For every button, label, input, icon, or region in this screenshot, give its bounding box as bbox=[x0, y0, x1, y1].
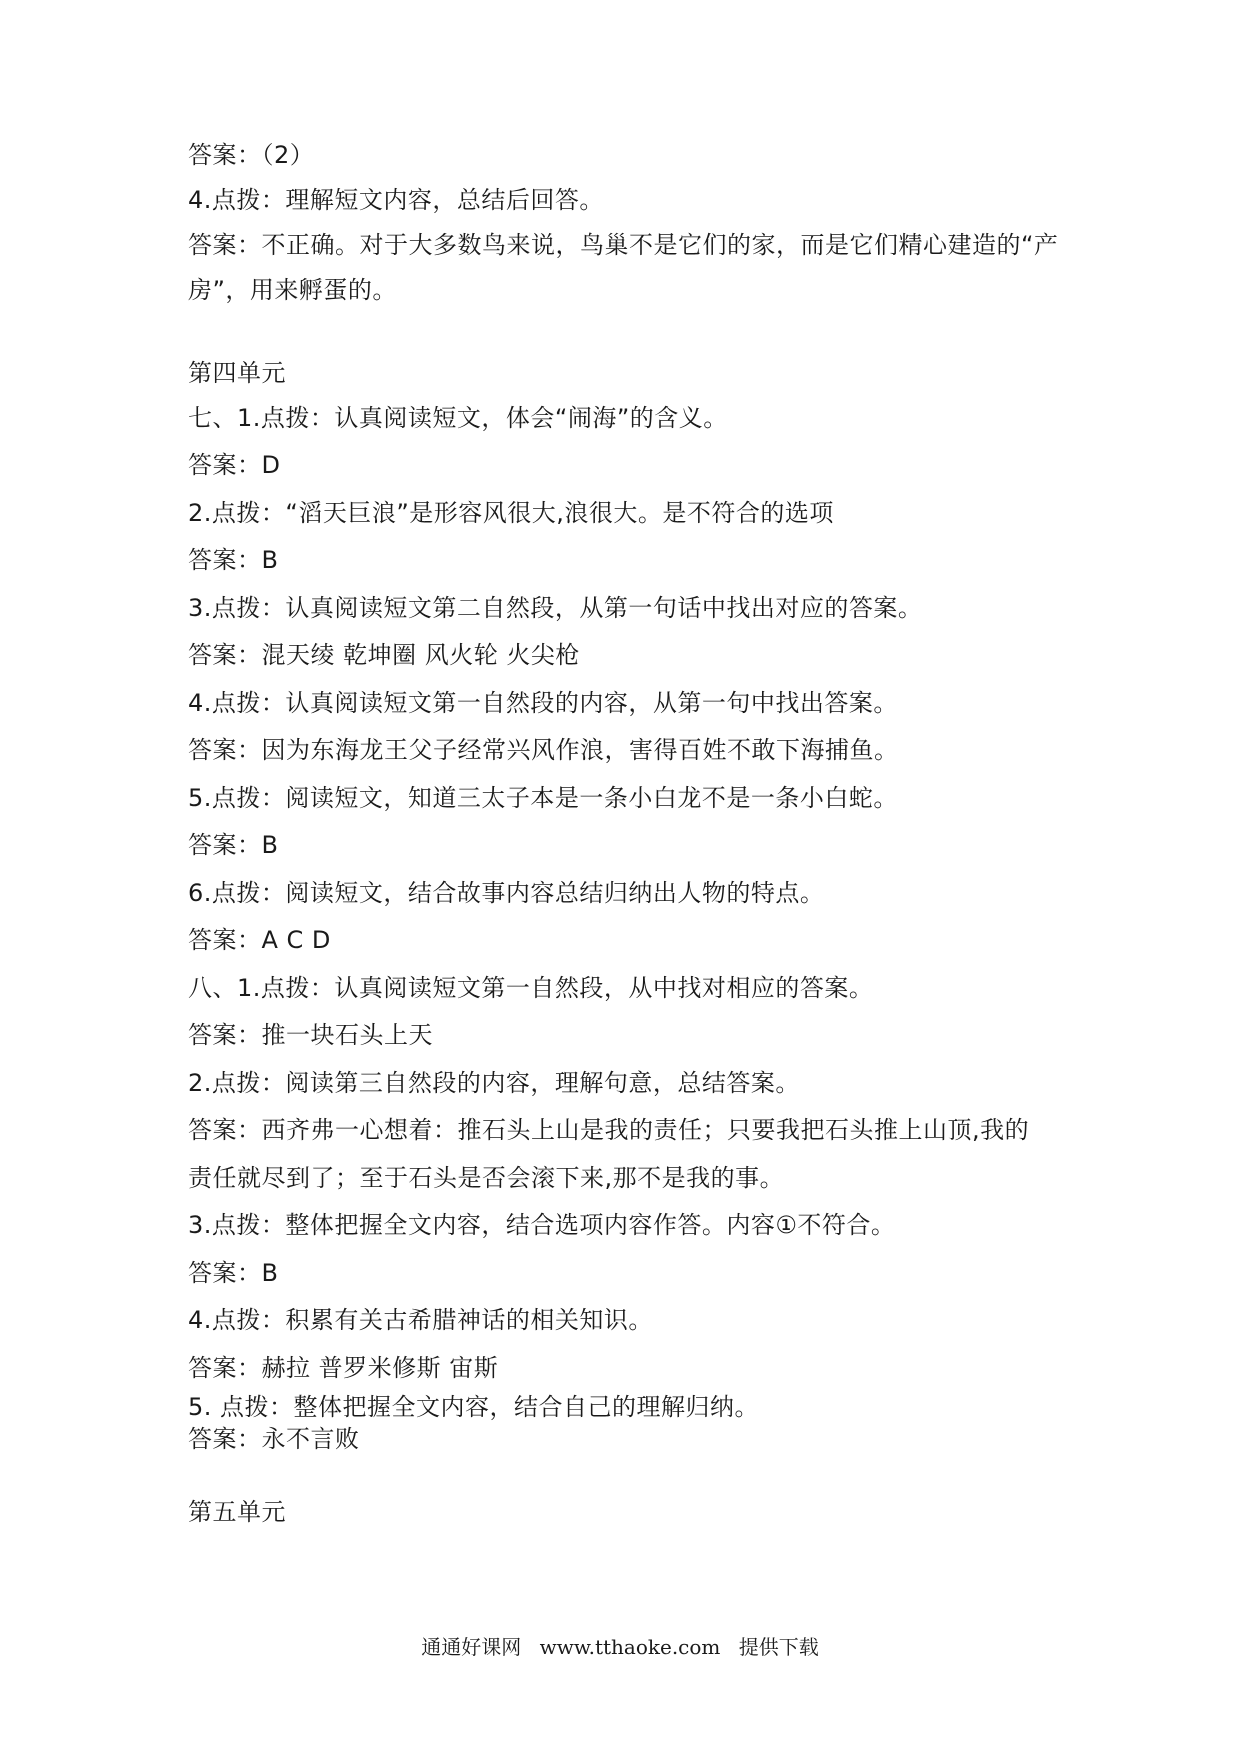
answer-line: 答案：D bbox=[188, 451, 281, 479]
answer-line-continued: 房”，用来孵蛋的。 bbox=[188, 276, 397, 304]
hint-line: 3.点拨：认真阅读短文第二自然段，从第一句话中找出对应的答案。 bbox=[188, 594, 923, 622]
hint-line: 4.点拨：积累有关古希腊神话的相关知识。 bbox=[188, 1306, 653, 1334]
hint-line: 3.点拨：整体把握全文内容，结合选项内容作答。内容①不符合。 bbox=[188, 1211, 896, 1239]
hint-line: 2.点拨：阅读第三自然段的内容，理解句意，总结答案。 bbox=[188, 1069, 800, 1097]
answer-line-continued: 责任就尽到了；至于石头是否会滚下来,那不是我的事。 bbox=[188, 1164, 785, 1192]
answer-line: 答案：因为东海龙王父子经常兴风作浪，害得百姓不敢下海捕鱼。 bbox=[188, 736, 899, 764]
hint-line: 八、1.点拨：认真阅读短文第一自然段，从中找对相应的答案。 bbox=[188, 974, 874, 1002]
answer-line: 答案：B bbox=[188, 831, 279, 859]
answer-line: 答案：西齐弗一心想着：推石头上山是我的责任；只要我把石头推上山顶,我的 bbox=[188, 1116, 1030, 1144]
answer-line: 答案：A C D bbox=[188, 926, 331, 954]
answer-line: 答案：永不言败 bbox=[188, 1425, 360, 1453]
section-heading-unit-4: 第四单元 bbox=[188, 359, 286, 387]
hint-line: 4.点拨：理解短文内容，总结后回答。 bbox=[188, 186, 604, 214]
hint-line: 2.点拨：“滔天巨浪”是形容风很大,浪很大。是不符合的选项 bbox=[188, 499, 834, 527]
answer-line: 答案：赫拉 普罗米修斯 宙斯 bbox=[188, 1354, 499, 1382]
hint-line: 4.点拨：认真阅读短文第一自然段的内容，从第一句中找出答案。 bbox=[188, 689, 898, 717]
answer-line: 答案：不正确。对于大多数鸟来说，鸟巢不是它们的家，而是它们精心建造的“产 bbox=[188, 231, 1059, 259]
hint-line: 6.点拨：阅读短文，结合故事内容总结归纳出人物的特点。 bbox=[188, 879, 825, 907]
section-heading-unit-5: 第五单元 bbox=[188, 1498, 286, 1526]
answer-line: 答案：B bbox=[188, 546, 279, 574]
hint-line: 5.点拨：阅读短文，知道三太子本是一条小白龙不是一条小白蛇。 bbox=[188, 784, 898, 812]
hint-line: 七、1.点拨：认真阅读短文，体会“闹海”的含义。 bbox=[188, 404, 728, 432]
footer-suffix: 提供下载 bbox=[738, 1635, 819, 1659]
answer-line: 答案：推一块石头上天 bbox=[188, 1021, 433, 1049]
answer-line: 答案：混天绫 乾坤圈 风火轮 火尖枪 bbox=[188, 641, 580, 669]
page-footer bbox=[0, 1634, 1240, 1660]
footer-site-name: 通通好课网 bbox=[421, 1635, 522, 1659]
answer-line: 答案：（2） bbox=[188, 141, 315, 169]
footer-url[interactable]: www.tthaoke.com bbox=[539, 1635, 721, 1659]
hint-line: 5. 点拨：整体把握全文内容，结合自己的理解归纳。 bbox=[188, 1393, 760, 1421]
answer-line: 答案：B bbox=[188, 1259, 279, 1287]
